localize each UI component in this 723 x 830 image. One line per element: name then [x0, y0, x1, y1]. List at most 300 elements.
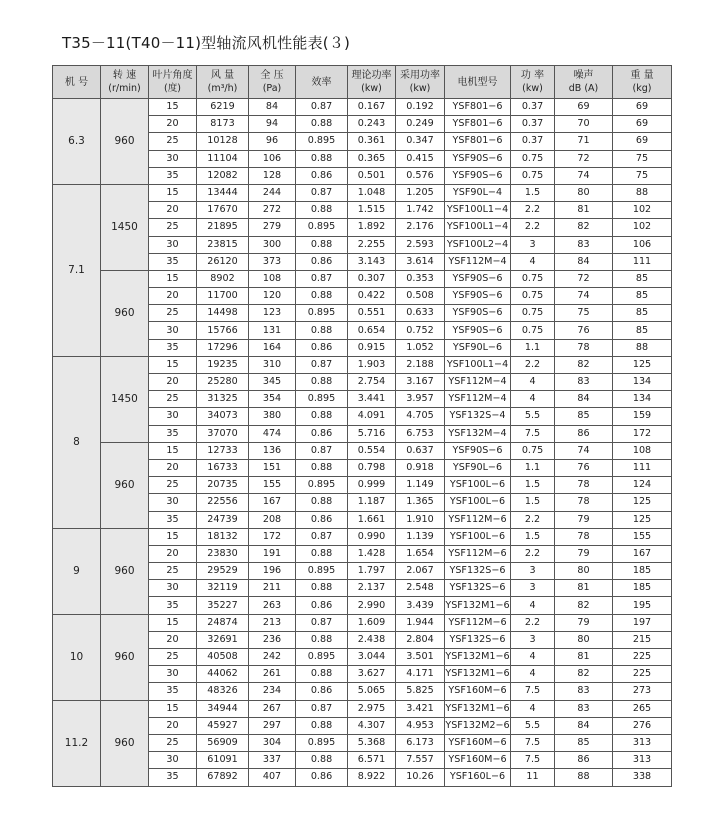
efficiency-cell: 0.88 [296, 202, 348, 219]
noise-cell: 80 [555, 184, 613, 201]
weight-cell: 75 [613, 150, 672, 167]
weight-cell: 106 [613, 236, 672, 253]
used-power-cell: 1.205 [396, 184, 445, 201]
motor-cell: YSF132M1−6 [445, 597, 511, 614]
speed-cell: 1450 [101, 184, 149, 270]
used-power-cell: 3.439 [396, 597, 445, 614]
motor-cell: YSF160M−6 [445, 734, 511, 751]
efficiency-cell: 0.895 [296, 391, 348, 408]
noise-cell: 78 [555, 494, 613, 511]
pressure-cell: 380 [249, 408, 296, 425]
airflow-cell: 56909 [197, 734, 249, 751]
efficiency-cell: 0.87 [296, 99, 348, 116]
weight-cell: 172 [613, 425, 672, 442]
pressure-cell: 106 [249, 150, 296, 167]
airflow-cell: 11104 [197, 150, 249, 167]
efficiency-cell: 0.86 [296, 683, 348, 700]
weight-cell: 155 [613, 528, 672, 545]
angle-cell: 20 [149, 717, 197, 734]
noise-cell: 82 [555, 597, 613, 614]
used-power-cell: 2.804 [396, 631, 445, 648]
efficiency-cell: 0.87 [296, 356, 348, 373]
angle-cell: 15 [149, 528, 197, 545]
power-cell: 7.5 [511, 752, 555, 769]
used-power-cell: 1.139 [396, 528, 445, 545]
used-power-cell: 1.742 [396, 202, 445, 219]
power-cell: 4 [511, 374, 555, 391]
header-airflow: 风 量 (m³/h) [197, 66, 249, 99]
used-power-cell: 0.576 [396, 167, 445, 184]
weight-cell: 102 [613, 219, 672, 236]
table-row [53, 700, 672, 717]
pressure-cell: 261 [249, 666, 296, 683]
theory-power-cell: 0.551 [348, 305, 396, 322]
airflow-cell: 24739 [197, 511, 249, 528]
header-angle: 叶片角度 (度) [149, 66, 197, 99]
pressure-cell: 310 [249, 356, 296, 373]
motor-cell: YSF90L−6 [445, 339, 511, 356]
airflow-cell: 40508 [197, 649, 249, 666]
table-row [53, 528, 672, 545]
motor-cell: YSF112M−6 [445, 511, 511, 528]
pressure-cell: 236 [249, 631, 296, 648]
airflow-cell: 17296 [197, 339, 249, 356]
power-cell: 0.37 [511, 116, 555, 133]
motor-cell: YSF112M−6 [445, 614, 511, 631]
weight-cell: 125 [613, 511, 672, 528]
power-cell: 0.75 [511, 288, 555, 305]
motor-cell: YSF100L1−4 [445, 356, 511, 373]
power-cell: 3 [511, 563, 555, 580]
angle-cell: 25 [149, 734, 197, 751]
used-power-cell: 4.705 [396, 408, 445, 425]
pressure-cell: 373 [249, 253, 296, 270]
motor-cell: YSF132M1−6 [445, 700, 511, 717]
theory-power-cell: 5.716 [348, 425, 396, 442]
efficiency-cell: 0.88 [296, 631, 348, 648]
motor-cell: YSF801−6 [445, 99, 511, 116]
theory-power-cell: 0.798 [348, 459, 396, 476]
noise-cell: 85 [555, 408, 613, 425]
power-cell: 3 [511, 631, 555, 648]
angle-cell: 25 [149, 391, 197, 408]
airflow-cell: 18132 [197, 528, 249, 545]
weight-cell: 102 [613, 202, 672, 219]
efficiency-cell: 0.88 [296, 288, 348, 305]
pressure-cell: 131 [249, 322, 296, 339]
efficiency-cell: 0.895 [296, 649, 348, 666]
theory-power-cell: 2.975 [348, 700, 396, 717]
motor-cell: YSF112M−4 [445, 374, 511, 391]
pressure-cell: 279 [249, 219, 296, 236]
angle-cell: 35 [149, 683, 197, 700]
pressure-cell: 172 [249, 528, 296, 545]
noise-cell: 76 [555, 322, 613, 339]
weight-cell: 215 [613, 631, 672, 648]
angle-cell: 30 [149, 666, 197, 683]
used-power-cell: 0.508 [396, 288, 445, 305]
noise-cell: 78 [555, 477, 613, 494]
theory-power-cell: 1.797 [348, 563, 396, 580]
speed-cell: 960 [101, 99, 149, 185]
noise-cell: 88 [555, 769, 613, 786]
theory-power-cell: 0.361 [348, 133, 396, 150]
airflow-cell: 21895 [197, 219, 249, 236]
power-cell: 4 [511, 391, 555, 408]
noise-cell: 78 [555, 528, 613, 545]
pressure-cell: 151 [249, 459, 296, 476]
speed-cell: 960 [101, 528, 149, 614]
noise-cell: 86 [555, 752, 613, 769]
used-power-cell: 7.557 [396, 752, 445, 769]
airflow-cell: 8902 [197, 270, 249, 287]
weight-cell: 313 [613, 752, 672, 769]
theory-power-cell: 1.515 [348, 202, 396, 219]
power-cell: 2.2 [511, 219, 555, 236]
power-cell: 2.2 [511, 614, 555, 631]
airflow-cell: 10128 [197, 133, 249, 150]
efficiency-cell: 0.88 [296, 236, 348, 253]
efficiency-cell: 0.86 [296, 511, 348, 528]
noise-cell: 82 [555, 219, 613, 236]
motor-cell: YSF160L−6 [445, 769, 511, 786]
noise-cell: 72 [555, 150, 613, 167]
used-power-cell: 3.957 [396, 391, 445, 408]
power-cell: 0.37 [511, 133, 555, 150]
theory-power-cell: 1.428 [348, 545, 396, 562]
model-cell: 7.1 [53, 184, 101, 356]
power-cell: 0.37 [511, 99, 555, 116]
speed-cell: 1450 [101, 356, 149, 442]
airflow-cell: 13444 [197, 184, 249, 201]
pressure-cell: 263 [249, 597, 296, 614]
pressure-cell: 345 [249, 374, 296, 391]
theory-power-cell: 1.609 [348, 614, 396, 631]
power-cell: 4 [511, 649, 555, 666]
theory-power-cell: 0.990 [348, 528, 396, 545]
pressure-cell: 108 [249, 270, 296, 287]
used-power-cell: 3.421 [396, 700, 445, 717]
angle-cell: 35 [149, 425, 197, 442]
noise-cell: 81 [555, 580, 613, 597]
used-power-cell: 1.052 [396, 339, 445, 356]
efficiency-cell: 0.86 [296, 769, 348, 786]
weight-cell: 85 [613, 322, 672, 339]
weight-cell: 69 [613, 99, 672, 116]
motor-cell: YSF132S−4 [445, 408, 511, 425]
model-cell: 6.3 [53, 99, 101, 185]
weight-cell: 225 [613, 649, 672, 666]
pressure-cell: 337 [249, 752, 296, 769]
header-theory-power: 理论功率 (kw) [348, 66, 396, 99]
airflow-cell: 11700 [197, 288, 249, 305]
noise-cell: 80 [555, 631, 613, 648]
airflow-cell: 23830 [197, 545, 249, 562]
airflow-cell: 20735 [197, 477, 249, 494]
motor-cell: YSF100L−6 [445, 494, 511, 511]
motor-cell: YSF112M−4 [445, 253, 511, 270]
efficiency-cell: 0.895 [296, 734, 348, 751]
angle-cell: 25 [149, 305, 197, 322]
efficiency-cell: 0.88 [296, 494, 348, 511]
motor-cell: YSF90L−4 [445, 184, 511, 201]
speed-cell: 960 [101, 442, 149, 528]
weight-cell: 159 [613, 408, 672, 425]
angle-cell: 15 [149, 700, 197, 717]
angle-cell: 20 [149, 202, 197, 219]
noise-cell: 79 [555, 511, 613, 528]
angle-cell: 35 [149, 769, 197, 786]
airflow-cell: 34073 [197, 408, 249, 425]
power-cell: 1.5 [511, 528, 555, 545]
motor-cell: YSF132S−6 [445, 580, 511, 597]
theory-power-cell: 0.554 [348, 442, 396, 459]
noise-cell: 86 [555, 425, 613, 442]
page-title: T35－11(T40－11)型轴流风机性能表(３) [62, 34, 351, 52]
angle-cell: 20 [149, 288, 197, 305]
used-power-cell: 0.353 [396, 270, 445, 287]
weight-cell: 69 [613, 116, 672, 133]
angle-cell: 30 [149, 580, 197, 597]
theory-power-cell: 0.999 [348, 477, 396, 494]
used-power-cell: 4.171 [396, 666, 445, 683]
table-row [53, 614, 672, 631]
performance-table [52, 65, 672, 787]
airflow-cell: 23815 [197, 236, 249, 253]
pressure-cell: 94 [249, 116, 296, 133]
efficiency-cell: 0.88 [296, 374, 348, 391]
noise-cell: 84 [555, 717, 613, 734]
weight-cell: 265 [613, 700, 672, 717]
used-power-cell: 0.918 [396, 459, 445, 476]
weight-cell: 195 [613, 597, 672, 614]
theory-power-cell: 4.307 [348, 717, 396, 734]
power-cell: 1.5 [511, 494, 555, 511]
theory-power-cell: 3.441 [348, 391, 396, 408]
used-power-cell: 1.944 [396, 614, 445, 631]
angle-cell: 30 [149, 150, 197, 167]
theory-power-cell: 3.143 [348, 253, 396, 270]
power-cell: 3 [511, 236, 555, 253]
theory-power-cell: 1.187 [348, 494, 396, 511]
efficiency-cell: 0.88 [296, 322, 348, 339]
noise-cell: 82 [555, 666, 613, 683]
pressure-cell: 272 [249, 202, 296, 219]
pressure-cell: 267 [249, 700, 296, 717]
motor-cell: YSF90L−6 [445, 459, 511, 476]
efficiency-cell: 0.88 [296, 459, 348, 476]
weight-cell: 185 [613, 580, 672, 597]
weight-cell: 185 [613, 563, 672, 580]
airflow-cell: 32119 [197, 580, 249, 597]
theory-power-cell: 3.044 [348, 649, 396, 666]
power-cell: 1.1 [511, 339, 555, 356]
motor-cell: YSF90S−6 [445, 305, 511, 322]
airflow-cell: 44062 [197, 666, 249, 683]
airflow-cell: 12733 [197, 442, 249, 459]
motor-cell: YSF100L1−4 [445, 219, 511, 236]
model-cell: 9 [53, 528, 101, 614]
motor-cell: YSF90S−6 [445, 442, 511, 459]
noise-cell: 83 [555, 374, 613, 391]
power-cell: 2.2 [511, 511, 555, 528]
airflow-cell: 31325 [197, 391, 249, 408]
motor-cell: YSF160M−6 [445, 752, 511, 769]
angle-cell: 25 [149, 563, 197, 580]
weight-cell: 85 [613, 305, 672, 322]
noise-cell: 84 [555, 391, 613, 408]
noise-cell: 83 [555, 700, 613, 717]
airflow-cell: 61091 [197, 752, 249, 769]
weight-cell: 111 [613, 459, 672, 476]
pressure-cell: 84 [249, 99, 296, 116]
power-cell: 2.2 [511, 202, 555, 219]
angle-cell: 35 [149, 511, 197, 528]
weight-cell: 111 [613, 253, 672, 270]
pressure-cell: 120 [249, 288, 296, 305]
used-power-cell: 0.249 [396, 116, 445, 133]
efficiency-cell: 0.895 [296, 477, 348, 494]
motor-cell: YSF100L2−4 [445, 236, 511, 253]
table-body [53, 99, 672, 787]
efficiency-cell: 0.87 [296, 528, 348, 545]
model-cell: 8 [53, 356, 101, 528]
noise-cell: 78 [555, 339, 613, 356]
motor-cell: YSF160M−6 [445, 683, 511, 700]
airflow-cell: 26120 [197, 253, 249, 270]
power-cell: 7.5 [511, 425, 555, 442]
weight-cell: 273 [613, 683, 672, 700]
motor-cell: YSF112M−6 [445, 545, 511, 562]
model-cell: 10 [53, 614, 101, 700]
power-cell: 1.1 [511, 459, 555, 476]
angle-cell: 30 [149, 752, 197, 769]
airflow-cell: 16733 [197, 459, 249, 476]
used-power-cell: 6.753 [396, 425, 445, 442]
motor-cell: YSF132S−6 [445, 631, 511, 648]
theory-power-cell: 2.438 [348, 631, 396, 648]
power-cell: 7.5 [511, 683, 555, 700]
pressure-cell: 407 [249, 769, 296, 786]
noise-cell: 74 [555, 442, 613, 459]
header-model: 机 号 [53, 66, 101, 99]
power-cell: 7.5 [511, 734, 555, 751]
table-row [53, 184, 672, 201]
header-row [53, 66, 672, 99]
pressure-cell: 208 [249, 511, 296, 528]
motor-cell: YSF90S−6 [445, 288, 511, 305]
pressure-cell: 242 [249, 649, 296, 666]
motor-cell: YSF132M2−6 [445, 717, 511, 734]
motor-cell: YSF112M−4 [445, 391, 511, 408]
efficiency-cell: 0.88 [296, 666, 348, 683]
efficiency-cell: 0.88 [296, 580, 348, 597]
power-cell: 2.2 [511, 356, 555, 373]
efficiency-cell: 0.895 [296, 133, 348, 150]
weight-cell: 85 [613, 288, 672, 305]
airflow-cell: 24874 [197, 614, 249, 631]
noise-cell: 79 [555, 545, 613, 562]
speed-cell: 960 [101, 700, 149, 786]
weight-cell: 125 [613, 356, 672, 373]
power-cell: 0.75 [511, 322, 555, 339]
angle-cell: 20 [149, 459, 197, 476]
header-speed: 转 速 (r/min) [101, 66, 149, 99]
used-power-cell: 2.176 [396, 219, 445, 236]
used-power-cell: 1.149 [396, 477, 445, 494]
used-power-cell: 1.910 [396, 511, 445, 528]
theory-power-cell: 0.501 [348, 167, 396, 184]
pressure-cell: 244 [249, 184, 296, 201]
power-cell: 0.75 [511, 167, 555, 184]
weight-cell: 88 [613, 339, 672, 356]
pressure-cell: 297 [249, 717, 296, 734]
pressure-cell: 123 [249, 305, 296, 322]
weight-cell: 167 [613, 545, 672, 562]
angle-cell: 15 [149, 442, 197, 459]
angle-cell: 25 [149, 477, 197, 494]
weight-cell: 108 [613, 442, 672, 459]
theory-power-cell: 2.990 [348, 597, 396, 614]
header-weight: 重 量 (kg) [613, 66, 672, 99]
efficiency-cell: 0.895 [296, 305, 348, 322]
power-cell: 1.5 [511, 477, 555, 494]
power-cell: 5.5 [511, 408, 555, 425]
used-power-cell: 0.347 [396, 133, 445, 150]
efficiency-cell: 0.87 [296, 614, 348, 631]
motor-cell: YSF90S−6 [445, 167, 511, 184]
pressure-cell: 354 [249, 391, 296, 408]
weight-cell: 125 [613, 494, 672, 511]
pressure-cell: 128 [249, 167, 296, 184]
weight-cell: 75 [613, 167, 672, 184]
noise-cell: 71 [555, 133, 613, 150]
theory-power-cell: 5.065 [348, 683, 396, 700]
efficiency-cell: 0.88 [296, 408, 348, 425]
used-power-cell: 0.637 [396, 442, 445, 459]
angle-cell: 15 [149, 99, 197, 116]
noise-cell: 82 [555, 356, 613, 373]
motor-cell: YSF90S−6 [445, 322, 511, 339]
power-cell: 4 [511, 666, 555, 683]
weight-cell: 85 [613, 270, 672, 287]
header-pressure: 全 压 (Pa) [249, 66, 296, 99]
airflow-cell: 12082 [197, 167, 249, 184]
efficiency-cell: 0.88 [296, 752, 348, 769]
motor-cell: YSF100L−6 [445, 528, 511, 545]
weight-cell: 134 [613, 374, 672, 391]
theory-power-cell: 5.368 [348, 734, 396, 751]
motor-cell: YSF100L1−4 [445, 202, 511, 219]
airflow-cell: 19235 [197, 356, 249, 373]
theory-power-cell: 1.892 [348, 219, 396, 236]
weight-cell: 225 [613, 666, 672, 683]
used-power-cell: 4.953 [396, 717, 445, 734]
pressure-cell: 474 [249, 425, 296, 442]
pressure-cell: 234 [249, 683, 296, 700]
noise-cell: 74 [555, 288, 613, 305]
airflow-cell: 34944 [197, 700, 249, 717]
noise-cell: 81 [555, 649, 613, 666]
used-power-cell: 0.192 [396, 99, 445, 116]
angle-cell: 35 [149, 597, 197, 614]
power-cell: 1.5 [511, 184, 555, 201]
theory-power-cell: 2.754 [348, 374, 396, 391]
pressure-cell: 136 [249, 442, 296, 459]
used-power-cell: 0.415 [396, 150, 445, 167]
airflow-cell: 45927 [197, 717, 249, 734]
table-row [53, 442, 672, 459]
